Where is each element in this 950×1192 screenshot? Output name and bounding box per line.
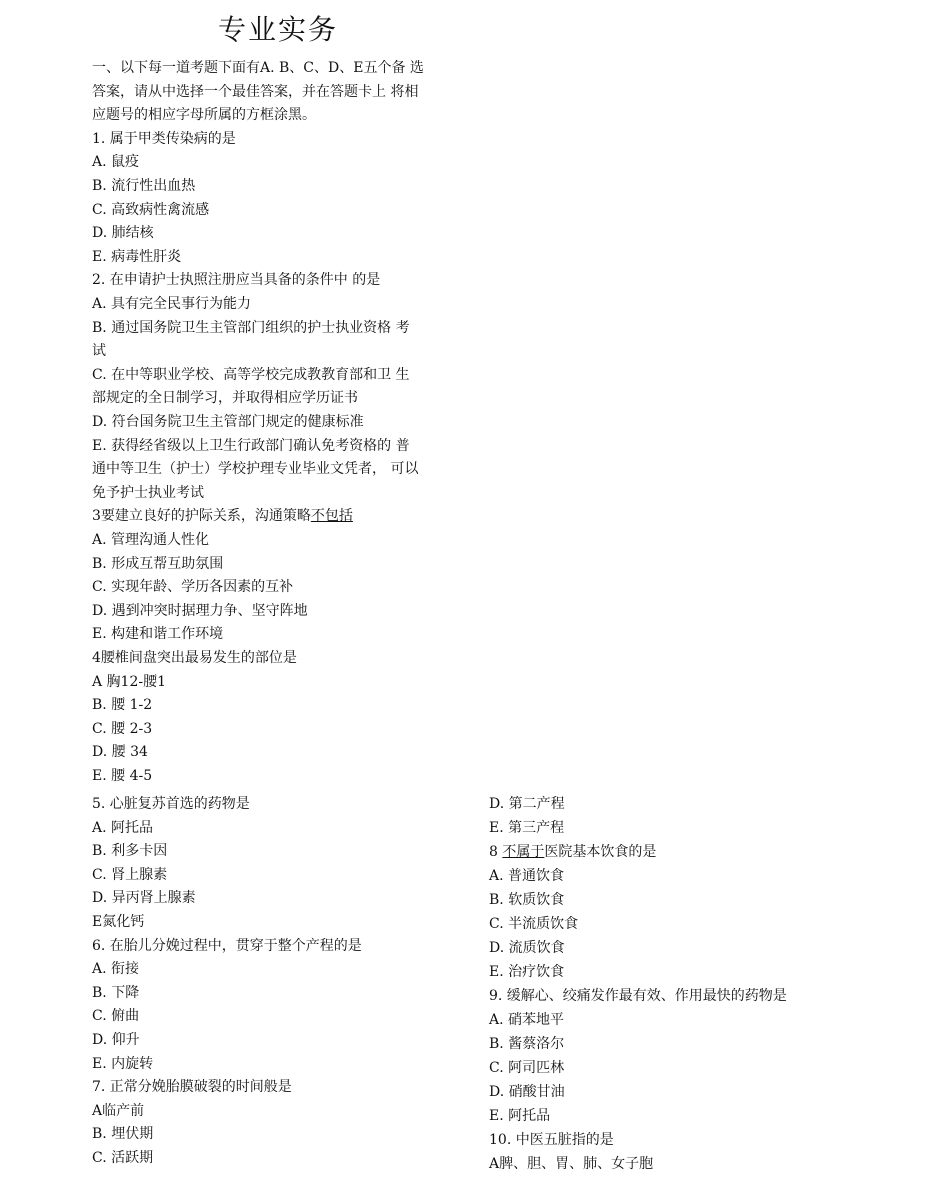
text-line: B. 流行性出血热 [92, 178, 196, 194]
text-line: A. 硝苯地平 [489, 1012, 565, 1028]
text-line: D. 第二产程 [489, 796, 565, 812]
underlined-keyword: 不属于 [502, 844, 545, 860]
question-column-right [489, 793, 929, 1188]
text-line: C. 活跃期 [92, 1150, 154, 1166]
text-line: B. 酱蔡洛尔 [489, 1036, 565, 1052]
text-line: D. 硝酸甘油 [489, 1084, 565, 1100]
text-line: E. 内旋转 [92, 1055, 154, 1072]
text-line: E. 获得经省级以上卫生行政部门确认免考资格的 普 [92, 437, 410, 454]
text-line: D. 仰升 [92, 1032, 140, 1048]
text-line: 6. 在胎儿分娩过程中，贯穿于整个产程的是 [92, 937, 362, 954]
text-line [489, 841, 656, 861]
text-line: E. 构建和谐工作环境 [92, 626, 224, 643]
text-line: E氮化钙 [92, 914, 145, 930]
text-line: E. 病毒性肝炎 [92, 248, 182, 265]
text-line: A. 衔接 [92, 961, 140, 978]
text-line: B. 埋伏期 [92, 1126, 154, 1143]
text-line: A. 阿托品 [92, 819, 154, 836]
text-line: B. 软质饮食 [489, 892, 565, 908]
text-line: 2. 在申请护士执照注册应当具备的条件中 的是 [92, 272, 381, 289]
text-line: C. 实现年龄、学历各因素的互补 [92, 579, 294, 596]
text-line: A. 鼠疫 [92, 154, 140, 171]
text-line: 通中等卫生（护士）学校护理专业毕业文凭者， 可以 [92, 461, 419, 478]
text-line: 部规定的全日制学习，并取得相应学历证书 [92, 390, 358, 407]
line-text: 医院基本饮食的是 [544, 844, 657, 860]
text-line: 1. 属于甲类传染病的是 [92, 130, 236, 147]
text-line: C. 半流质饮食 [489, 916, 579, 932]
text-line: 10. 中医五脏指的是 [489, 1132, 614, 1148]
text-line: D. 肺结核 [92, 225, 154, 242]
text-line: B. 利多卡因 [92, 843, 168, 860]
text-line: A 胸12-腰1 [92, 673, 167, 690]
line-text: 8 [489, 844, 503, 860]
underlined-keyword: 不包括 [310, 508, 353, 525]
text-line: B. 腰 1-2 [92, 697, 153, 714]
text-line: 4腰椎间盘突出最易发生的部位是 [92, 650, 297, 666]
text-line: B. 通过国务院卫生主管部门组织的护士执业资格 考 [92, 319, 410, 336]
text-line: C. 高致病性禽流感 [92, 201, 210, 218]
text-line: 9. 缓解心、绞痛发作最有效、作用最快的药物是 [489, 988, 787, 1004]
text-line: A. 普通饮食 [489, 868, 565, 884]
text-line: D. 符台国务院卫生主管部门规定的健康标准 [92, 414, 364, 430]
text-line: E. 治疗饮食 [489, 964, 565, 980]
text-line: C. 腰 2-3 [92, 720, 153, 737]
text-line: 5. 心脏复苏首选的药物是 [92, 796, 250, 812]
text-line: 答案，请从中选择一个最佳答案，并在答题卡上 将相 [92, 83, 419, 100]
text-line: E. 腰 4-5 [92, 768, 153, 784]
text-line: B. 下降 [92, 984, 140, 1001]
text-line: C. 肾上腺素 [92, 866, 168, 883]
text-line: C. 俯曲 [92, 1008, 140, 1025]
text-line: 应题号的相应字母所属的方框涂黑。 [92, 107, 316, 124]
text-line: A临产前 [92, 1102, 145, 1119]
text-line: 试 [92, 343, 106, 360]
text-line: E. 第三产程 [489, 820, 565, 836]
text-line: E. 阿托品 [489, 1108, 551, 1124]
text-line: D. 异丙肾上腺素 [92, 890, 196, 907]
text-line: D. 流质饮食 [489, 940, 565, 956]
text-line: 一、以下每一道考题下面有A. B、C、D、E五个备 选 [92, 60, 424, 76]
text-line: 7. 正常分娩胎膜破裂的时间般是 [92, 1079, 292, 1096]
page-title: 专业实务 [218, 13, 339, 46]
question-column-left [92, 793, 472, 1173]
text-line: A. 具有完全民事行为能力 [92, 296, 252, 312]
line-text: 3要建立良好的护际关系，沟通策略 [92, 508, 311, 525]
text-line: B. 形成互帮互助氛围 [92, 555, 224, 572]
text-line: D. 遇到冲突时据理力争、坚守阵地 [92, 602, 308, 619]
text-line: A. 管理沟通人性化 [92, 532, 210, 548]
text-line: C. 阿司匹林 [489, 1060, 565, 1076]
text-line: C. 在中等职业学校、高等学校完成教教育部和卫 生 [92, 366, 410, 383]
text-line: D. 腰 34 [92, 744, 148, 761]
text-line: A脾、胆、胃、肺、女子胞 [489, 1156, 654, 1172]
text-line [92, 505, 353, 525]
text-line: 免予护士执业考试 [92, 484, 204, 501]
question-column-top [92, 57, 452, 787]
